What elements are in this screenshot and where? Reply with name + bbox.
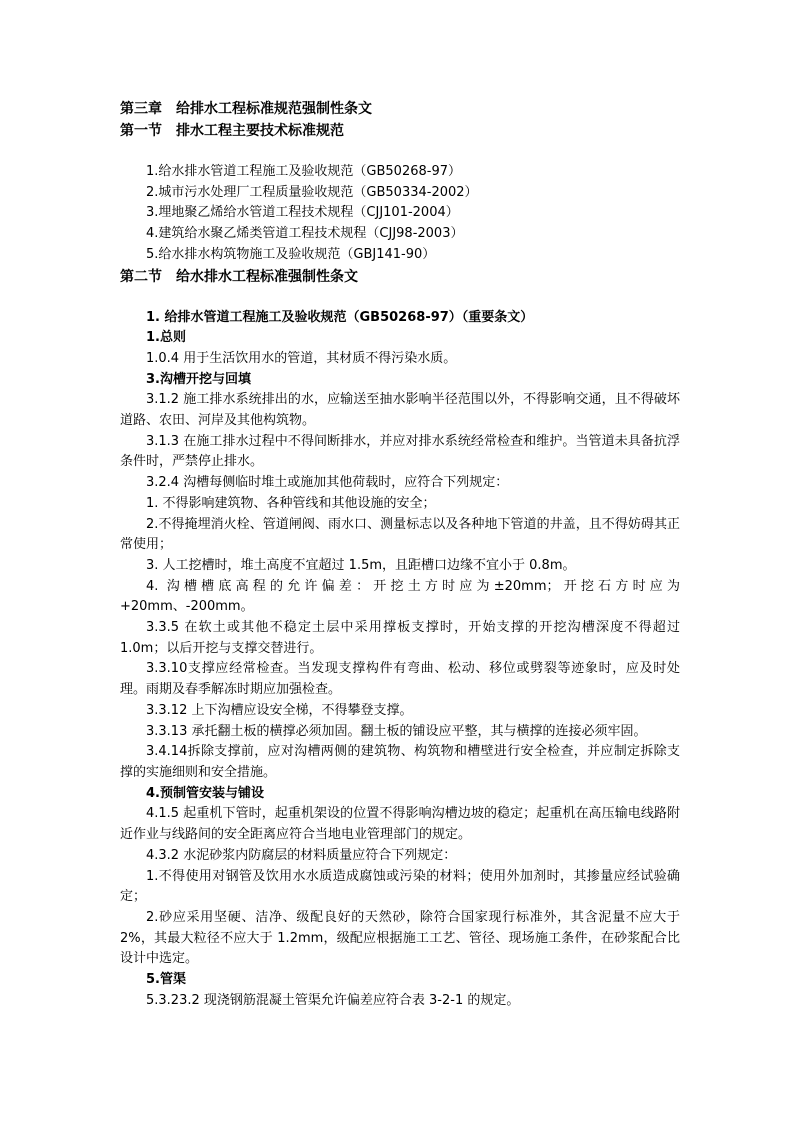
heading-pipe: 4.预制管安装与铺设: [146, 785, 264, 801]
clause: 3.3.13 承托翻土板的横撑必须加固。翻土板的铺设应平整，其与横撑的连接必须牢固。: [146, 723, 647, 739]
clause: 4.1.5 起重机下管时，起重机架设的位置不得影响沟槽边坡的稳定；起重机在高压输电线路附近作业与线路间的安全距离应符合当地电业管理部门的规定。: [120, 806, 680, 843]
clause: 4.3.2 水泥砂浆内防腐层的材料质量应符合下列规定：: [146, 847, 457, 863]
clause: 3.1.2 施工排水系统排出的水，应输送至抽水影响半径范围以外，不得影响交通，且不得破坏道路、农田、河岸及其他构筑物。: [120, 392, 680, 429]
section-title-2: 第二节 给水排水工程标准强制性条文: [120, 268, 358, 285]
clause: 3.3.5 在软土或其他不稳定土层中采用撑板支撑时，开始支撑的开挖沟槽深度不得超过 1.0m；以后开挖与支撑交替进行。: [120, 620, 680, 656]
standard-item: 4.建筑给水聚乙烯类管道工程技术规程（CJJ98-2003）: [146, 226, 464, 242]
clause: 3.4.14拆除支撑前，应对沟槽两侧的建筑物、构筑物和槽壁进行安全检查，并应制定拆除支撑的实施细则和安全措施。: [120, 744, 680, 780]
spacer: [120, 288, 680, 308]
chapter-title: 第三章 给排水工程标准规范强制性条文: [120, 101, 372, 117]
clause-item: 2.砂应采用坚硬、洁净、级配良好的天然砂，除符合国家现行标准外，其含泥量不应大于 2%，其最大粒径不应大于 1.2mm，级配应根据施工工艺、管径、现场施工条件，在砂浆配合比设计中选定。: [120, 909, 680, 967]
heading-general: 1.总则: [146, 330, 186, 346]
clause-item: 1.不得使用对钢管及饮用水水质造成腐蚀或污染的材料；使用外加剂时，其掺量应经试验确定；: [120, 868, 680, 905]
clause: 5.3.23.2 现浇钢筋混凝土管渠允许偏差应符合表 3-2-1 的规定。: [146, 992, 520, 1008]
clause-item: 2.不得掩埋消火栓、管道闸阀、雨水口、测量标志以及各种地下管道的井盖，且不得妨碍其正常使用；: [120, 516, 680, 553]
standard-item: 2.城市污水处理厂工程质量验收规范（GB50334-2002）: [146, 184, 478, 200]
heading-trench: 3.沟槽开挖与回填: [146, 371, 251, 387]
standard-item: 5.给水排水构筑物施工及验收规范（GBJ141-90）: [146, 246, 436, 262]
clause-item: 3. 人工挖槽时，堆土高度不宜超过 1.5m，且距槽口边缘不宜小于 0.8m。: [146, 557, 576, 573]
clause-item: 1. 不得影响建筑物、各种管线和其他设施的安全；: [146, 495, 436, 511]
standard-item: 3.埋地聚乙烯给水管道工程技术规程（CJJ101-2004）: [146, 205, 459, 221]
clause: 3.1.3 在施工排水过程中不得间断排水，并应对排水系统经常检查和维护。当管道未具备抗浮条件时，严禁停止排水。: [120, 433, 680, 470]
document-body: [120, 98, 680, 1011]
spacer: [120, 142, 680, 162]
clause: 1.0.4 用于生活饮用水的管道，其材质不得污染水质。: [146, 350, 457, 366]
clause: 3.3.12 上下沟槽应设安全梯，不得攀登支撑。: [146, 702, 413, 718]
section-title-1: 第一节 排水工程主要技术标准规范: [120, 123, 344, 139]
subsection-title: 1. 给排水管道工程施工及验收规范（GB50268-97）（重要条文）: [146, 309, 534, 325]
clause: 3.3.10支撑应经常检查。当发现支撑构件有弯曲、松动、移位或劈裂等迹象时，应及时处理。雨期及春季解冻时期应加强检查。: [120, 661, 680, 698]
standard-item: 1.给水排水管道工程施工及验收规范（GB50268-97）: [146, 164, 461, 179]
clause: 3.2.4 沟槽每侧临时堆土或施加其他荷载时，应符合下列规定：: [146, 475, 509, 491]
clause-item: 4. 沟槽槽底高程的允许偏差：开挖土方时应为±20mm；开挖石方时应为+20mm、-200mm。: [120, 578, 680, 615]
heading-channel: 5.管渠: [146, 972, 186, 988]
